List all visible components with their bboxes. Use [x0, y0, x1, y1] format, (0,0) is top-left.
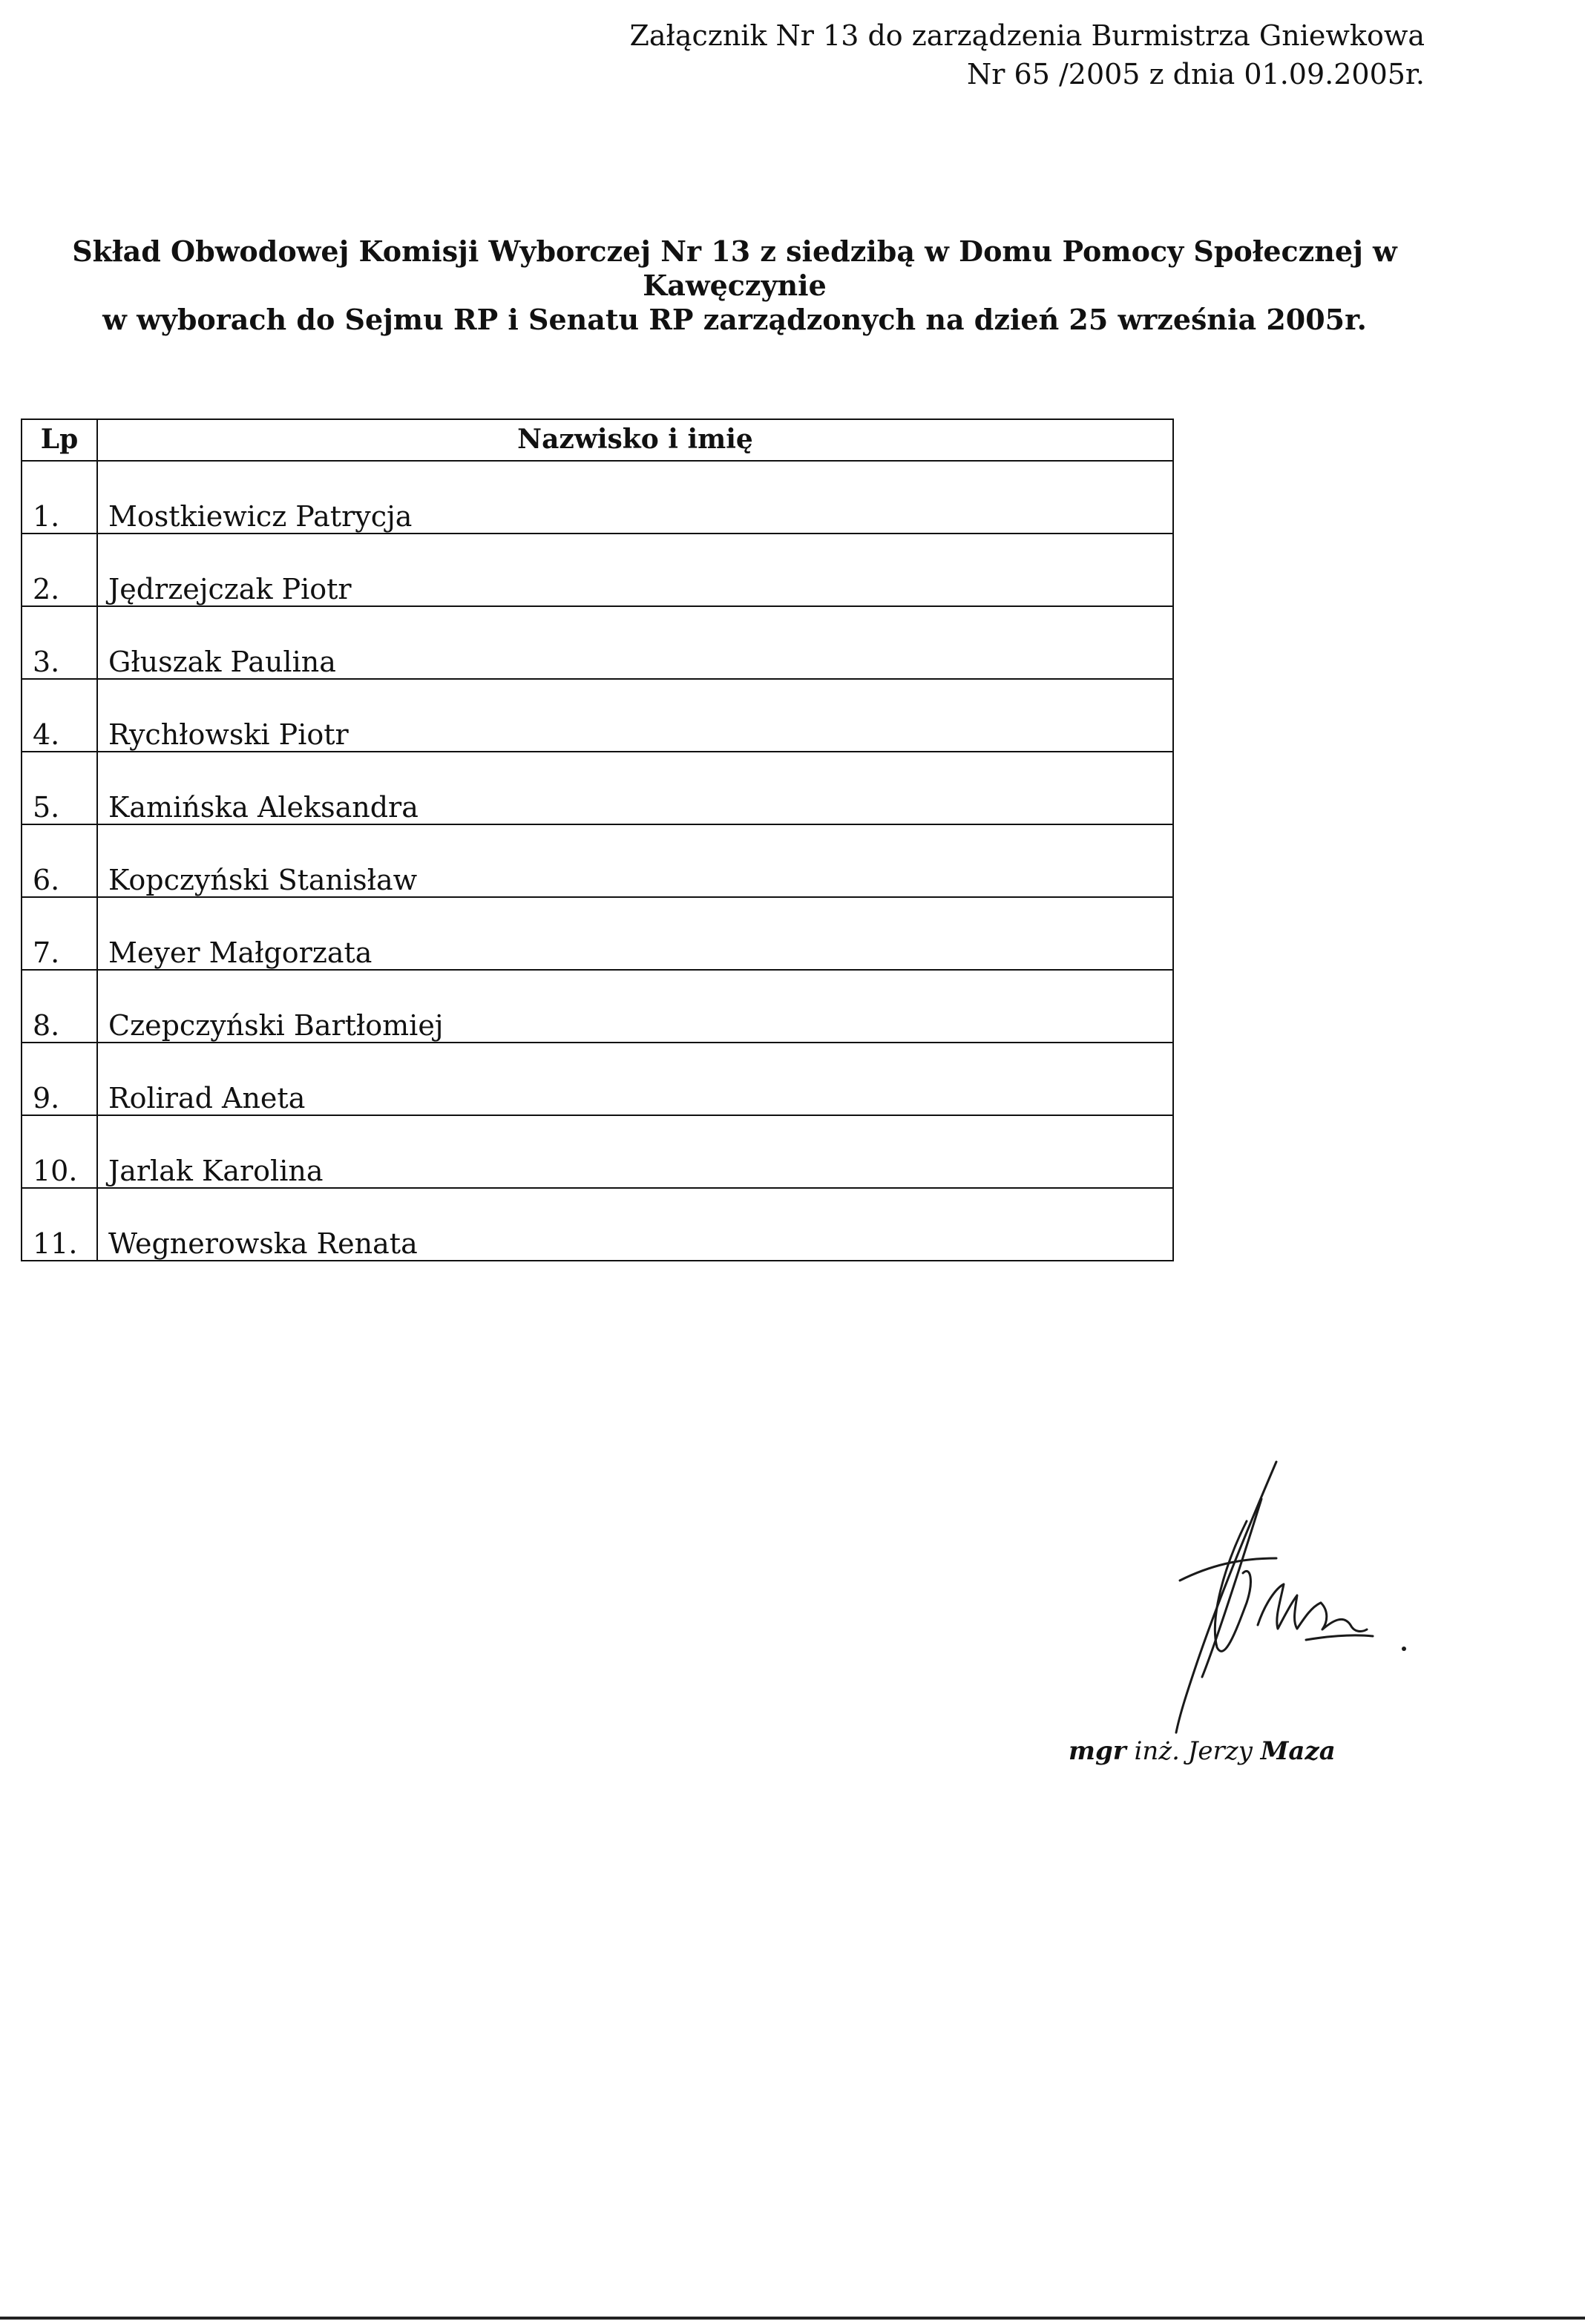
commission-members-table [21, 418, 1174, 1261]
member-name: Jędrzejczak Piotr [97, 534, 1173, 606]
signer-title-middle: inż. Jerzy [1126, 1736, 1261, 1766]
row-number: 7. [22, 897, 97, 970]
row-number: 6. [22, 824, 97, 897]
member-name: Kamińska Aleksandra [97, 752, 1173, 824]
row-number: 1. [22, 461, 97, 534]
signer-surname: Maza [1260, 1736, 1336, 1766]
annex-line-1: Załącznik Nr 13 do zarządzenia Burmistrza Gniewkowa [629, 19, 1425, 52]
row-number: 2. [22, 534, 97, 606]
table-row [22, 534, 1173, 606]
member-name: Kopczyński Stanisław [97, 824, 1173, 897]
annex-reference [460, 16, 1425, 93]
table-row [22, 752, 1173, 824]
row-number: 10. [22, 1115, 97, 1188]
table-row [22, 606, 1173, 679]
table-row [22, 1115, 1173, 1188]
member-name: Wegnerowska Renata [97, 1188, 1173, 1261]
title-line-3: w wyborach do Sejmu RP i Senatu RP zarządzonych na dzień 25 września 2005r. [102, 303, 1367, 336]
row-number: 8. [22, 970, 97, 1043]
table-row [22, 970, 1173, 1043]
annex-line-2: Nr 65 /2005 z dnia 01.09.2005r. [967, 58, 1425, 91]
row-number: 4. [22, 679, 97, 752]
header-lp: Lp [22, 419, 97, 461]
member-name: Jarlak Karolina [97, 1115, 1173, 1188]
page-bottom-rule [0, 2317, 1585, 2320]
row-number: 5. [22, 752, 97, 824]
signer-title-prefix: mgr [1069, 1736, 1126, 1766]
header-name: Nazwisko i imię [97, 419, 1173, 461]
row-number: 9. [22, 1043, 97, 1115]
table-row [22, 1188, 1173, 1261]
table-row [22, 824, 1173, 897]
member-name: Rychłowski Piotr [97, 679, 1173, 752]
member-name: Mostkiewicz Patrycja [97, 461, 1173, 534]
member-name: Głuszak Paulina [97, 606, 1173, 679]
table-row [22, 897, 1173, 970]
row-number: 11. [22, 1188, 97, 1261]
table-header-row [22, 419, 1173, 461]
title-line-2: Kawęczynie [643, 269, 827, 302]
member-name: Meyer Małgorzata [97, 897, 1173, 970]
signature-dot-icon [1402, 1647, 1406, 1651]
handwritten-signature [1106, 1454, 1417, 1751]
table-row [22, 461, 1173, 534]
table-body [22, 461, 1173, 1261]
table-row [22, 679, 1173, 752]
title-line-1: Skład Obwodowej Komisji Wyborczej Nr 13 z siedzibą w Domu Pomocy Społecznej w [72, 234, 1397, 268]
member-name: Czepczyński Bartłomiej [97, 970, 1173, 1043]
row-number: 3. [22, 606, 97, 679]
member-name: Rolirad Aneta [97, 1043, 1173, 1115]
signer-name [1069, 1735, 1425, 1767]
table-row [22, 1043, 1173, 1115]
document-title [30, 234, 1440, 337]
